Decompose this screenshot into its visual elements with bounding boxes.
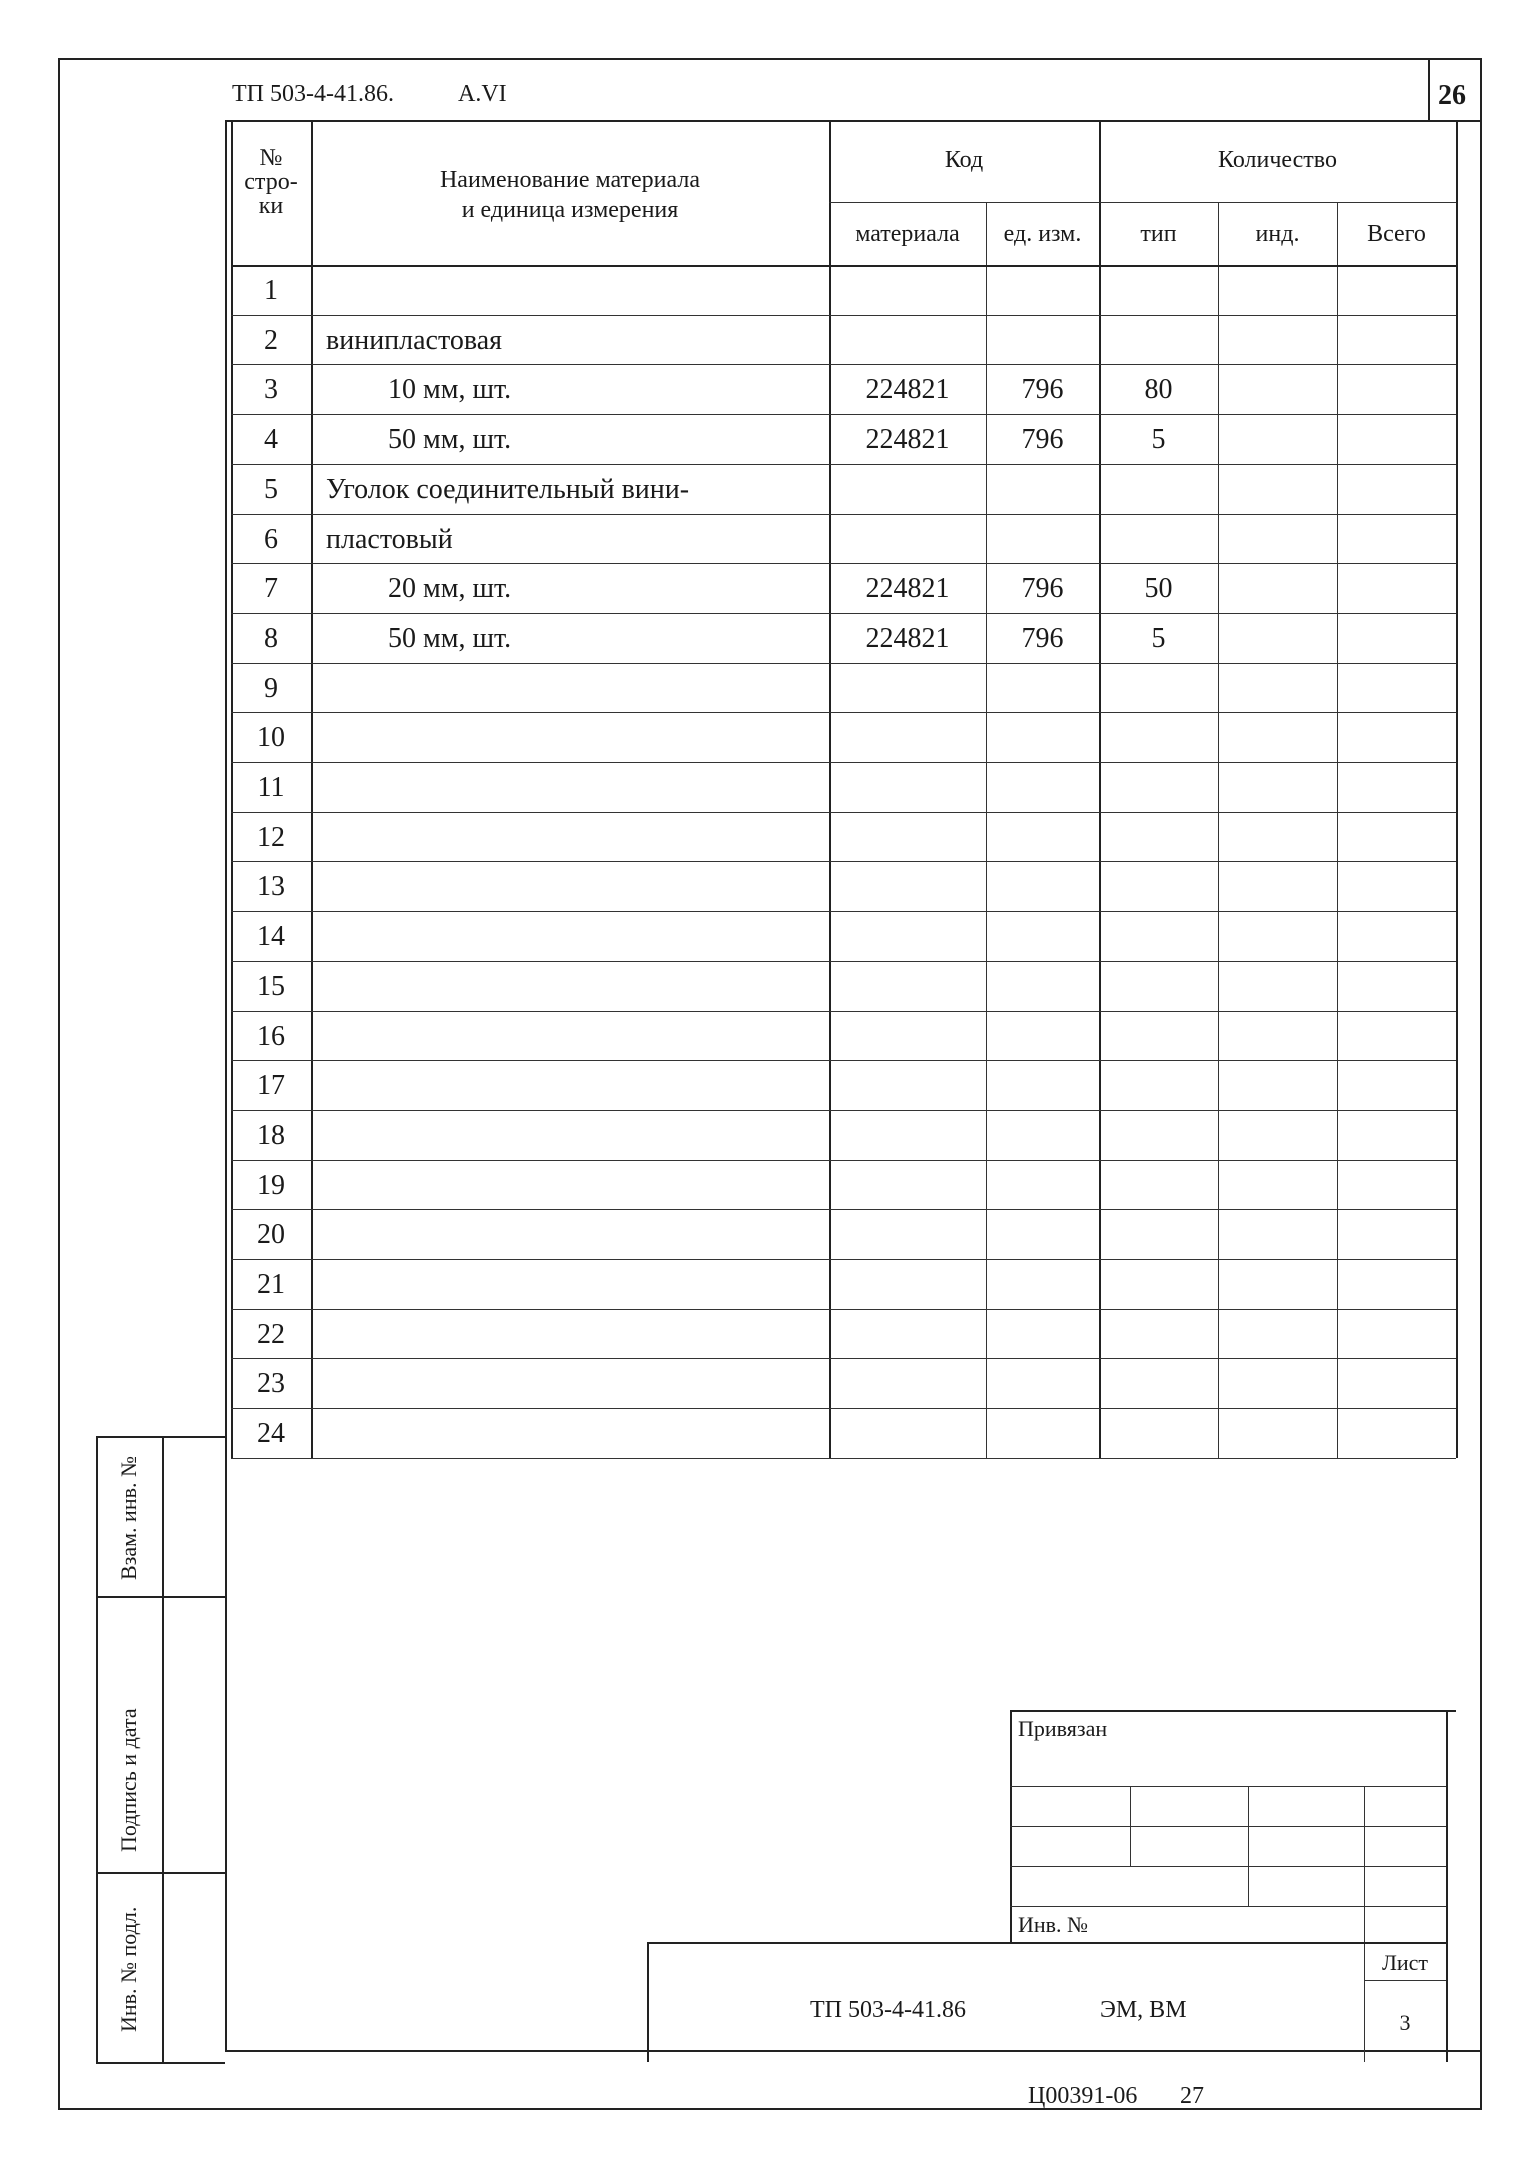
- side-stamp-mid: [162, 1436, 164, 2062]
- header-name-2: и единица измерения: [461, 197, 679, 223]
- row-line: [231, 1358, 1456, 1359]
- tb-top: [1010, 1710, 1456, 1712]
- header-sub-line: [829, 202, 1456, 203]
- side-stamp-signature-date: Подпись и дата: [116, 1708, 141, 1852]
- footer-archive-code: Ц00391-06: [1028, 2083, 1138, 2109]
- header-quantity: Количество: [1218, 147, 1337, 173]
- row-number: 22: [257, 1318, 285, 1350]
- col-line-6: [1337, 202, 1338, 1458]
- tb-row-2: [1010, 1826, 1446, 1827]
- row-mat: 224821: [865, 622, 950, 654]
- inner-frame: [225, 120, 1482, 2052]
- header-name-1: Наименование материала: [439, 167, 701, 193]
- row-name: винипластовая: [326, 324, 503, 356]
- row-number: 9: [264, 672, 278, 704]
- row-number: 6: [264, 523, 278, 555]
- row-line: [231, 712, 1456, 713]
- side-stamp-replace-inv: Взам. инв. №: [116, 1456, 141, 1580]
- row-line: [231, 861, 1456, 862]
- side-stamp-left: [96, 1436, 98, 2062]
- row-line: [231, 961, 1456, 962]
- row-line: [231, 1011, 1456, 1012]
- row-name: пластовый: [326, 523, 453, 555]
- row-unit: 796: [1021, 573, 1064, 605]
- row-number: 1: [264, 275, 278, 306]
- row-number: 20: [257, 1219, 285, 1251]
- tb-main-left: [647, 1942, 649, 2062]
- tb-section: ЭМ, ВМ: [1100, 1997, 1187, 2023]
- row-name: 50 мм, шт.: [388, 622, 512, 654]
- row-number: 8: [264, 622, 278, 654]
- header-bottom-line: [231, 265, 1456, 267]
- row-line: [231, 1209, 1456, 1210]
- row-line: [231, 812, 1456, 813]
- header-qty-ind: инд.: [1255, 221, 1300, 247]
- row-unit: 796: [1021, 622, 1064, 654]
- row-type: 5: [1151, 622, 1166, 654]
- row-line: [231, 1259, 1456, 1260]
- row-line: [231, 911, 1456, 912]
- tb-doc-code: ТП 503-4-41.86: [810, 1997, 966, 2023]
- row-number: 3: [264, 374, 278, 406]
- row-line: [231, 315, 1456, 316]
- row-line: [231, 663, 1456, 664]
- row-line: [231, 1160, 1456, 1161]
- tb-row-4: [1010, 1906, 1446, 1907]
- header-code: Код: [944, 147, 984, 173]
- row-number: 19: [257, 1169, 285, 1201]
- tb-sheet-sep: [1364, 1980, 1446, 1981]
- tb-sheet-label: Лист: [1381, 1950, 1429, 1975]
- row-number: 11: [257, 772, 285, 803]
- tb-inv-no: Инв. №: [1018, 1912, 1089, 1937]
- tb-sheet-number: 3: [1399, 2010, 1411, 2035]
- row-line: [231, 364, 1456, 365]
- row-number: 23: [257, 1368, 285, 1400]
- row-type: 50: [1144, 573, 1173, 605]
- header-row-no-1: №: [259, 145, 283, 171]
- header-code-material: материала: [855, 221, 960, 247]
- row-number: 2: [264, 324, 278, 356]
- col-line-2: [829, 120, 831, 1458]
- row-number: 10: [257, 722, 285, 754]
- row-unit: 796: [1021, 374, 1064, 406]
- row-number: 15: [257, 970, 285, 1002]
- row-number: 5: [264, 473, 278, 505]
- header-row-no-3: ки: [258, 193, 284, 219]
- header-row-no-2: стро-: [244, 169, 298, 195]
- row-line: [231, 1408, 1456, 1409]
- header-code-unit: ед. изм.: [1003, 221, 1082, 247]
- row-type: 80: [1144, 374, 1173, 406]
- row-number: 16: [257, 1020, 285, 1052]
- row-line: [231, 1458, 1456, 1459]
- side-stamp-top: [96, 1436, 225, 1438]
- row-number: 17: [257, 1070, 285, 1102]
- row-number: 13: [257, 871, 285, 903]
- tb-row-1: [1010, 1786, 1446, 1787]
- row-mat: 224821: [865, 374, 950, 406]
- row-unit: 796: [1021, 424, 1064, 456]
- row-number: 12: [257, 821, 285, 853]
- row-line: [231, 1309, 1456, 1310]
- row-line: [231, 613, 1456, 614]
- row-line: [231, 1110, 1456, 1111]
- header-album: A.VI: [458, 81, 507, 107]
- col-line-7: [1456, 120, 1458, 1458]
- tb-main-top: [647, 1942, 1446, 1944]
- col-line-1: [311, 120, 313, 1458]
- row-name: 10 мм, шт.: [388, 374, 512, 406]
- row-line: [231, 563, 1456, 564]
- row-line: [231, 1060, 1456, 1061]
- header-doc-code: ТП 503-4-41.86.: [232, 81, 394, 107]
- header-qty-total: Всего: [1367, 221, 1426, 247]
- side-stamp-sep-2: [96, 1872, 225, 1874]
- row-number: 21: [257, 1269, 285, 1300]
- row-number: 18: [257, 1119, 285, 1151]
- footer-archive-page: 27: [1180, 2083, 1204, 2109]
- row-name: 50 мм, шт.: [388, 424, 512, 456]
- row-mat: 224821: [865, 573, 950, 605]
- tb-col-1: [1130, 1786, 1131, 1866]
- header-qty-type: тип: [1140, 221, 1177, 247]
- col-line-4: [1099, 120, 1101, 1458]
- row-line: [231, 464, 1456, 465]
- row-line: [231, 762, 1456, 763]
- row-number: 4: [264, 424, 278, 456]
- row-number: 7: [264, 573, 278, 605]
- row-mat: 224821: [865, 424, 950, 456]
- tb-right: [1446, 1710, 1448, 2062]
- row-number: 24: [257, 1418, 285, 1450]
- row-name: Уголок соединительный вини-: [326, 473, 690, 505]
- tb-col-2: [1248, 1786, 1249, 1906]
- side-stamp-inv-original: Инв. № подл.: [116, 1906, 141, 2032]
- tb-row-3: [1010, 1866, 1446, 1867]
- row-name: 20 мм, шт.: [388, 573, 512, 605]
- row-line: [231, 514, 1456, 515]
- side-stamp-bottom: [96, 2062, 225, 2064]
- row-line: [231, 414, 1456, 415]
- tb-bound: Привязан: [1018, 1716, 1108, 1741]
- row-number: 14: [257, 921, 285, 953]
- row-type: 5: [1151, 424, 1166, 456]
- side-stamp-sep-1: [96, 1596, 225, 1598]
- page-number: 26: [1438, 80, 1466, 111]
- page-number-divider: [1428, 58, 1430, 120]
- col-line-5: [1218, 202, 1219, 1458]
